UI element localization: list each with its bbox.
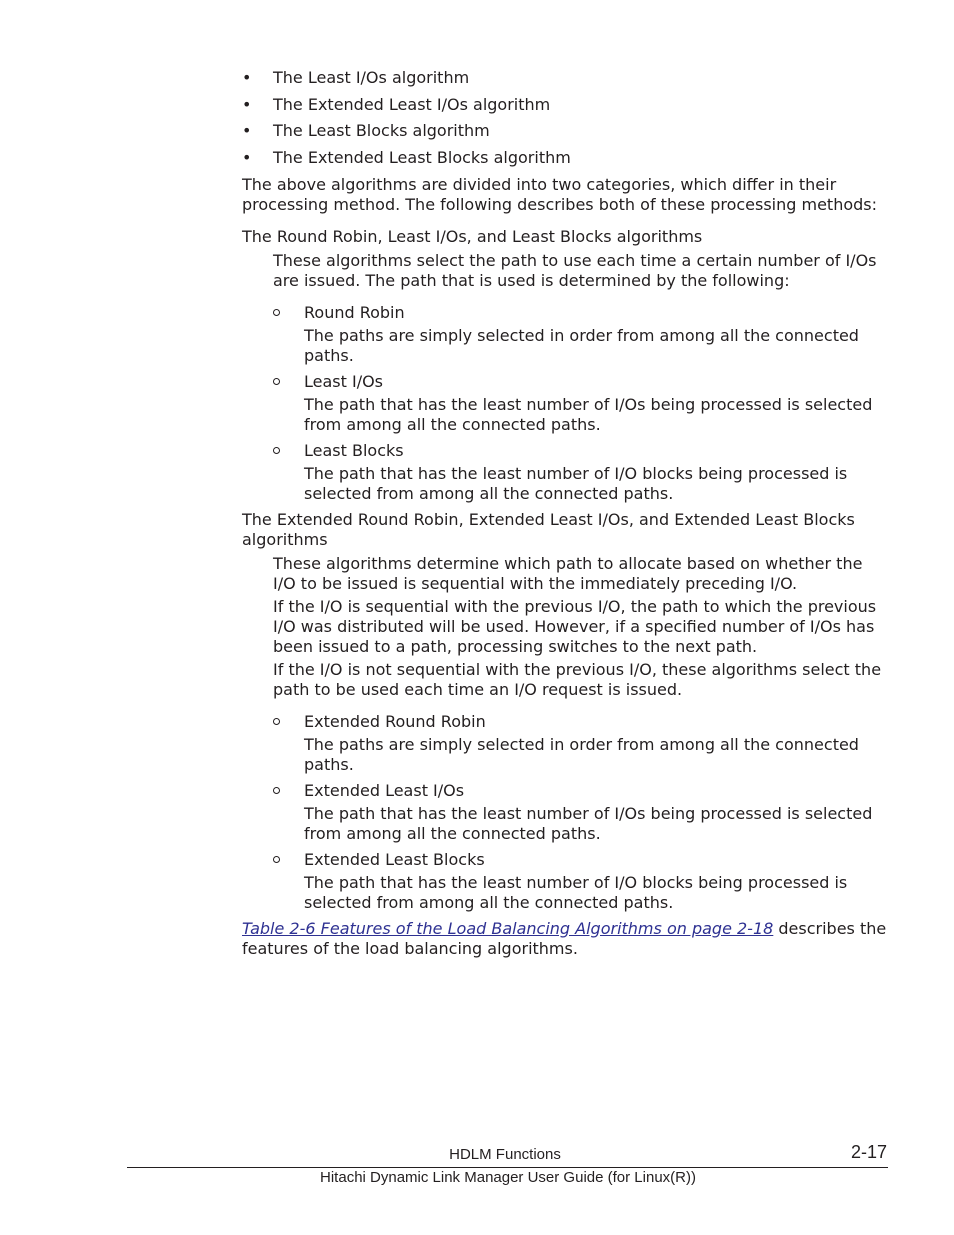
footer-section-title: HDLM Functions (449, 1146, 561, 1163)
list-item (273, 372, 887, 435)
section1-algorithm-list (273, 303, 887, 504)
algorithm-description: The path that has the least number of I/Os being processed is selected from among all the connected paths. (304, 394, 873, 434)
section1-definition-block (273, 251, 887, 291)
list-item (273, 712, 887, 775)
section2-term: The Extended Round Robin, Extended Least I/Os, and Extended Least Blocks algorithms (242, 509, 855, 549)
algorithm-description: The path that has the least number of I/Os being processed is selected from among all the connected paths. (304, 803, 873, 843)
circle-bullet-icon (273, 856, 280, 863)
algorithm-description: The path that has the least number of I/O blocks being processed is selected from among all the connected paths. (304, 463, 848, 503)
list-item (273, 850, 887, 913)
closing-paragraph (242, 919, 887, 959)
circle-bullet-icon (273, 718, 280, 725)
list-item-text: The Least Blocks algorithm (273, 121, 490, 140)
list-item (273, 781, 887, 844)
list-item (242, 95, 887, 115)
list-item-text: The Extended Least Blocks algorithm (273, 147, 571, 167)
footer-guide-title: Hitachi Dynamic Link Manager User Guide (for Linux(R)) (320, 1169, 696, 1186)
algorithm-description: The paths are simply selected in order from among all the connected paths. (304, 734, 859, 774)
algorithm-title: Extended Least Blocks (304, 849, 485, 869)
section1-definition: These algorithms select the path to use each time a certain number of I/Os are issued. The path that is used is determined by the following: (273, 250, 877, 290)
section2-paragraph: These algorithms determine which path to allocate based on whether the I/O to be issued is sequential with the immediately preceding I/O. (273, 553, 863, 593)
circle-bullet-icon (273, 378, 280, 385)
section2-paragraph: If the I/O is not sequential with the previous I/O, these algorithms select the path to be used each time an I/O request is issued. (273, 659, 882, 699)
closing-text: describes the features of the load balancing algorithms. (242, 918, 887, 958)
algorithm-description: The paths are simply selected in order from among all the connected paths. (304, 325, 859, 365)
algorithm-bullet-list (242, 68, 887, 168)
list-item (273, 441, 887, 504)
page-number: 2-17 (851, 1142, 888, 1162)
list-item (273, 303, 887, 366)
intro-paragraph: The above algorithms are divided into two categories, which differ in their processing method. The following describes both of these processing methods: (242, 174, 878, 214)
list-item-text: The Extended Least I/Os algorithm (273, 94, 551, 114)
list-item (242, 121, 887, 141)
algorithm-title: Extended Least I/Os (304, 780, 465, 800)
footer-divider (127, 1167, 888, 1168)
bullet-icon: • (242, 147, 252, 167)
section2-algorithm-list (273, 712, 887, 913)
list-item (242, 68, 887, 88)
algorithm-title: Round Robin (304, 302, 405, 322)
algorithm-title: Least Blocks (304, 440, 404, 460)
list-item-text: The Least I/Os algorithm (273, 68, 470, 87)
table-cross-reference-link[interactable]: Table 2-6 Features of the Load Balancing Algorithms on page 2-18 (242, 918, 774, 938)
algorithm-title: Least I/Os (304, 371, 384, 391)
circle-bullet-icon (273, 787, 280, 794)
algorithm-title: Extended Round Robin (304, 711, 486, 731)
section2-paragraph: If the I/O is sequential with the previous I/O, the path to which the previous I/O was distributed will be used. However, if a specified number of I/Os has been issued to a path, processing switches to the next path. (273, 596, 877, 656)
section1-term: The Round Robin, Least I/Os, and Least Blocks algorithms (242, 226, 703, 246)
algorithm-description: The path that has the least number of I/O blocks being processed is selected from among all the connected paths. (304, 872, 848, 912)
circle-bullet-icon (273, 309, 280, 316)
bullet-icon: • (242, 94, 252, 114)
circle-bullet-icon (273, 447, 280, 454)
page-content (242, 68, 887, 959)
section2-definition-block (273, 554, 887, 700)
bullet-icon: • (242, 121, 252, 140)
bullet-icon: • (242, 68, 252, 87)
list-item (242, 148, 887, 168)
